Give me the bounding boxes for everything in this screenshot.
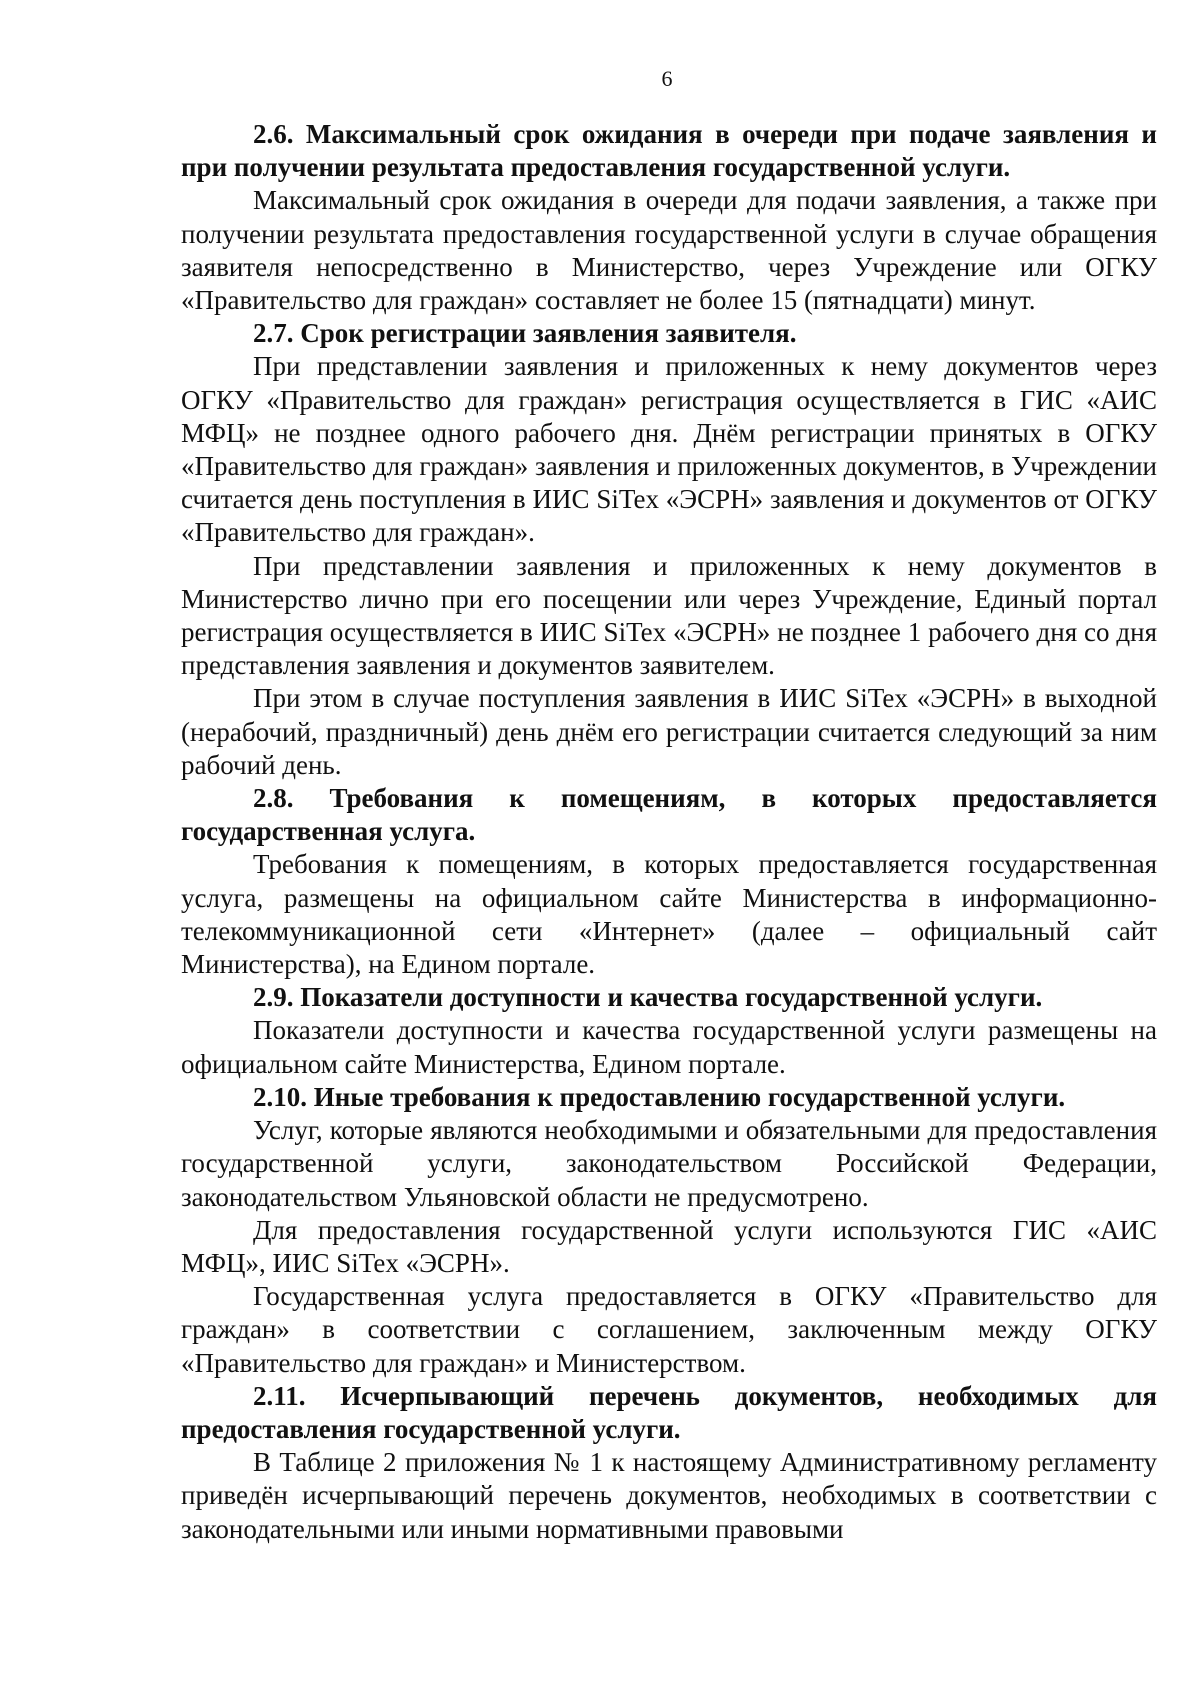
section-heading-2-9: 2.9. Показатели доступности и качества государственной услуги. (253, 982, 1043, 1013)
section-heading-2-10: 2.10. Иные требования к предоставлению государственной услуги. (253, 1081, 1066, 1112)
paragraph: Услуг, которые являются необходимыми и обязательными для предоставления государственной услуги, законодательством Российской Федерации, законодательством Ульяновской области не предусмотрено. (181, 1115, 1157, 1212)
paragraph: Показатели доступности и качества государственной услуги размещены на официальном сайте Министерства, Едином портале. (181, 1015, 1157, 1079)
paragraph: При представлении заявления и приложенных к нему документов в Министерство лично при его посещении или через Учреждение, Единый портал регистрация осуществляется в ИИС SiTex «ЭСРН» не позднее 1 рабочего дня со дня представления заявления и документов заявителем. (181, 550, 1157, 681)
paragraph: Для предоставления государственной услуги используются ГИС «АИС МФЦ», ИИС SiTex «ЭСРН». (181, 1214, 1157, 1278)
paragraph: При этом в случае поступления заявления в ИИС SiTex «ЭСРН» в выходной (нерабочий, праздничный) день днём его регистрации считается следующий за ним рабочий день. (181, 683, 1157, 780)
paragraph: Максимальный срок ожидания в очереди для подачи заявления, а также при получении результата предоставления государственной услуги в случае обращения заявителя непосредственно в Министерство, через Учреждение или ОГКУ «Правительство для граждан» составляет не более 15 (пятнадцати) минут. (181, 185, 1157, 316)
paragraph: Требования к помещениям, в которых предоставляется государственная услуга, размещены на официальном сайте Министерства в информационно-телекоммуникационной сети «Интернет» (далее – официальный сайт Министерства), на Едином портале. (181, 849, 1157, 980)
paragraph: При представлении заявления и приложенных к нему документов через ОГКУ «Правительство для граждан» регистрация осуществляется в ГИС «АИС МФЦ» не позднее одного рабочего дня. Днём регистрации принятых в ОГКУ «Правительство для граждан» заявления и приложенных документов, в Учреждении считается день поступления в ИИС SiTex «ЭСРН» заявления и документов от ОГКУ «Правительство для граждан». (181, 351, 1157, 548)
page-number: 6 (661, 66, 673, 91)
section-heading-2-8: 2.8. Требования к помещениям, в которых предоставляется государственная услуга. (181, 783, 1157, 847)
section-heading-2-7: 2.7. Срок регистрации заявления заявителя. (253, 318, 797, 349)
section-heading-2-11: 2.11. Исчерпывающий перечень документов, необходимых для предоставления государственной услуги. (181, 1380, 1157, 1444)
section-heading-2-6: 2.6. Максимальный срок ожидания в очереди при подаче заявления и при получении результата предоставления государственной услуги. (181, 119, 1157, 183)
paragraph: Государственная услуга предоставляется в ОГКУ «Правительство для граждан» в соответствии с соглашением, заключенным между ОГКУ «Правительство для граждан» и Министерством. (181, 1281, 1157, 1378)
paragraph: В Таблице 2 приложения № 1 к настоящему Административному регламенту приведён исчерпывающий перечень документов, необходимых в соответствии с законодательными или иными нормативными правовыми (181, 1447, 1157, 1544)
document-body (181, 118, 1157, 1546)
